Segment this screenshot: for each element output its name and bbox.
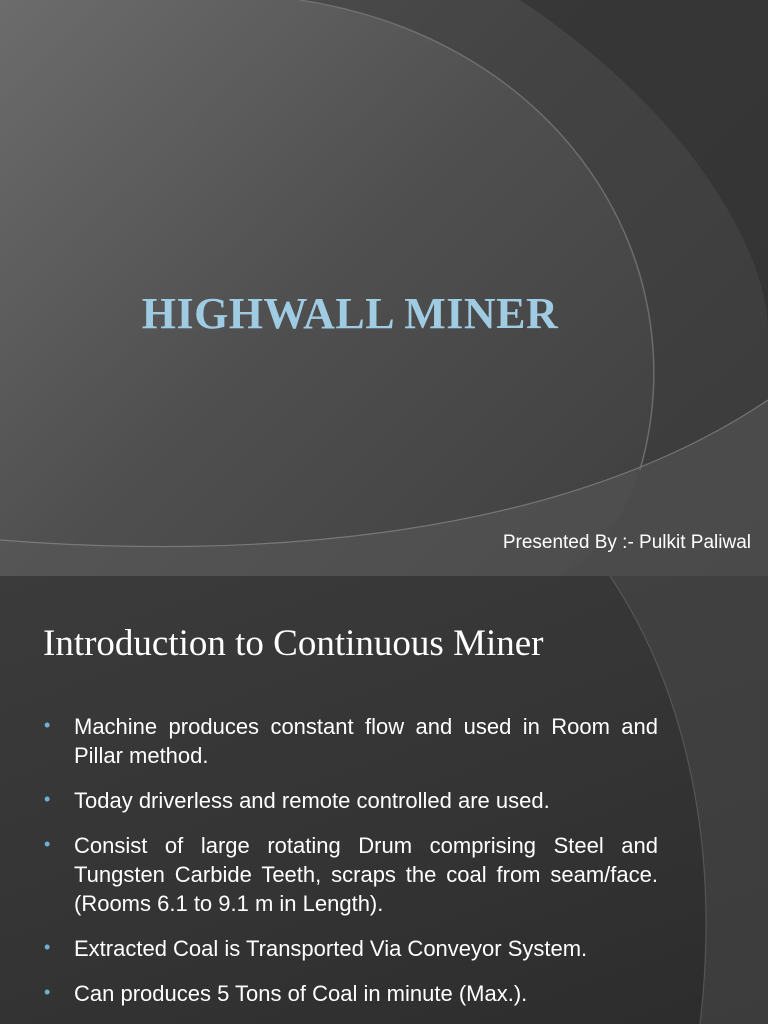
content-slide <box>0 576 768 1024</box>
slide-heading: Introduction to Continuous Miner <box>43 623 544 664</box>
bullet-text: Can produces 5 Tons of Coal in minute (Max.). <box>74 981 528 1006</box>
bullet-text: Consist of large rotating Drum comprising Steel and Tungsten Carbide Teeth, scraps the coal from seam/face. (Rooms 6.1 to 9.1 m in Length). <box>74 833 658 916</box>
bullet-marker-icon: • <box>44 834 51 854</box>
slide-title: HIGHWALL MINER <box>141 289 559 338</box>
bullet-list <box>44 712 658 1024</box>
bullet-marker-icon: • <box>44 982 51 1002</box>
bullet-item <box>44 786 658 815</box>
bullet-item <box>44 712 658 770</box>
bullet-text: Machine produces constant flow and used in Room and Pillar method. <box>74 714 658 768</box>
bullet-text: Today driverless and remote controlled are used. <box>74 788 550 813</box>
bullet-marker-icon: • <box>44 789 51 809</box>
bullet-marker-icon: • <box>44 715 51 735</box>
bullet-marker-icon: • <box>44 937 51 957</box>
bullet-item <box>44 934 658 963</box>
bullet-text: Extracted Coal is Transported Via Conveyor System. <box>74 936 588 961</box>
bullet-item <box>44 831 658 918</box>
presenter-name: Presented By :- Pulkit Paliwal <box>502 532 751 553</box>
bullet-item <box>44 979 658 1008</box>
